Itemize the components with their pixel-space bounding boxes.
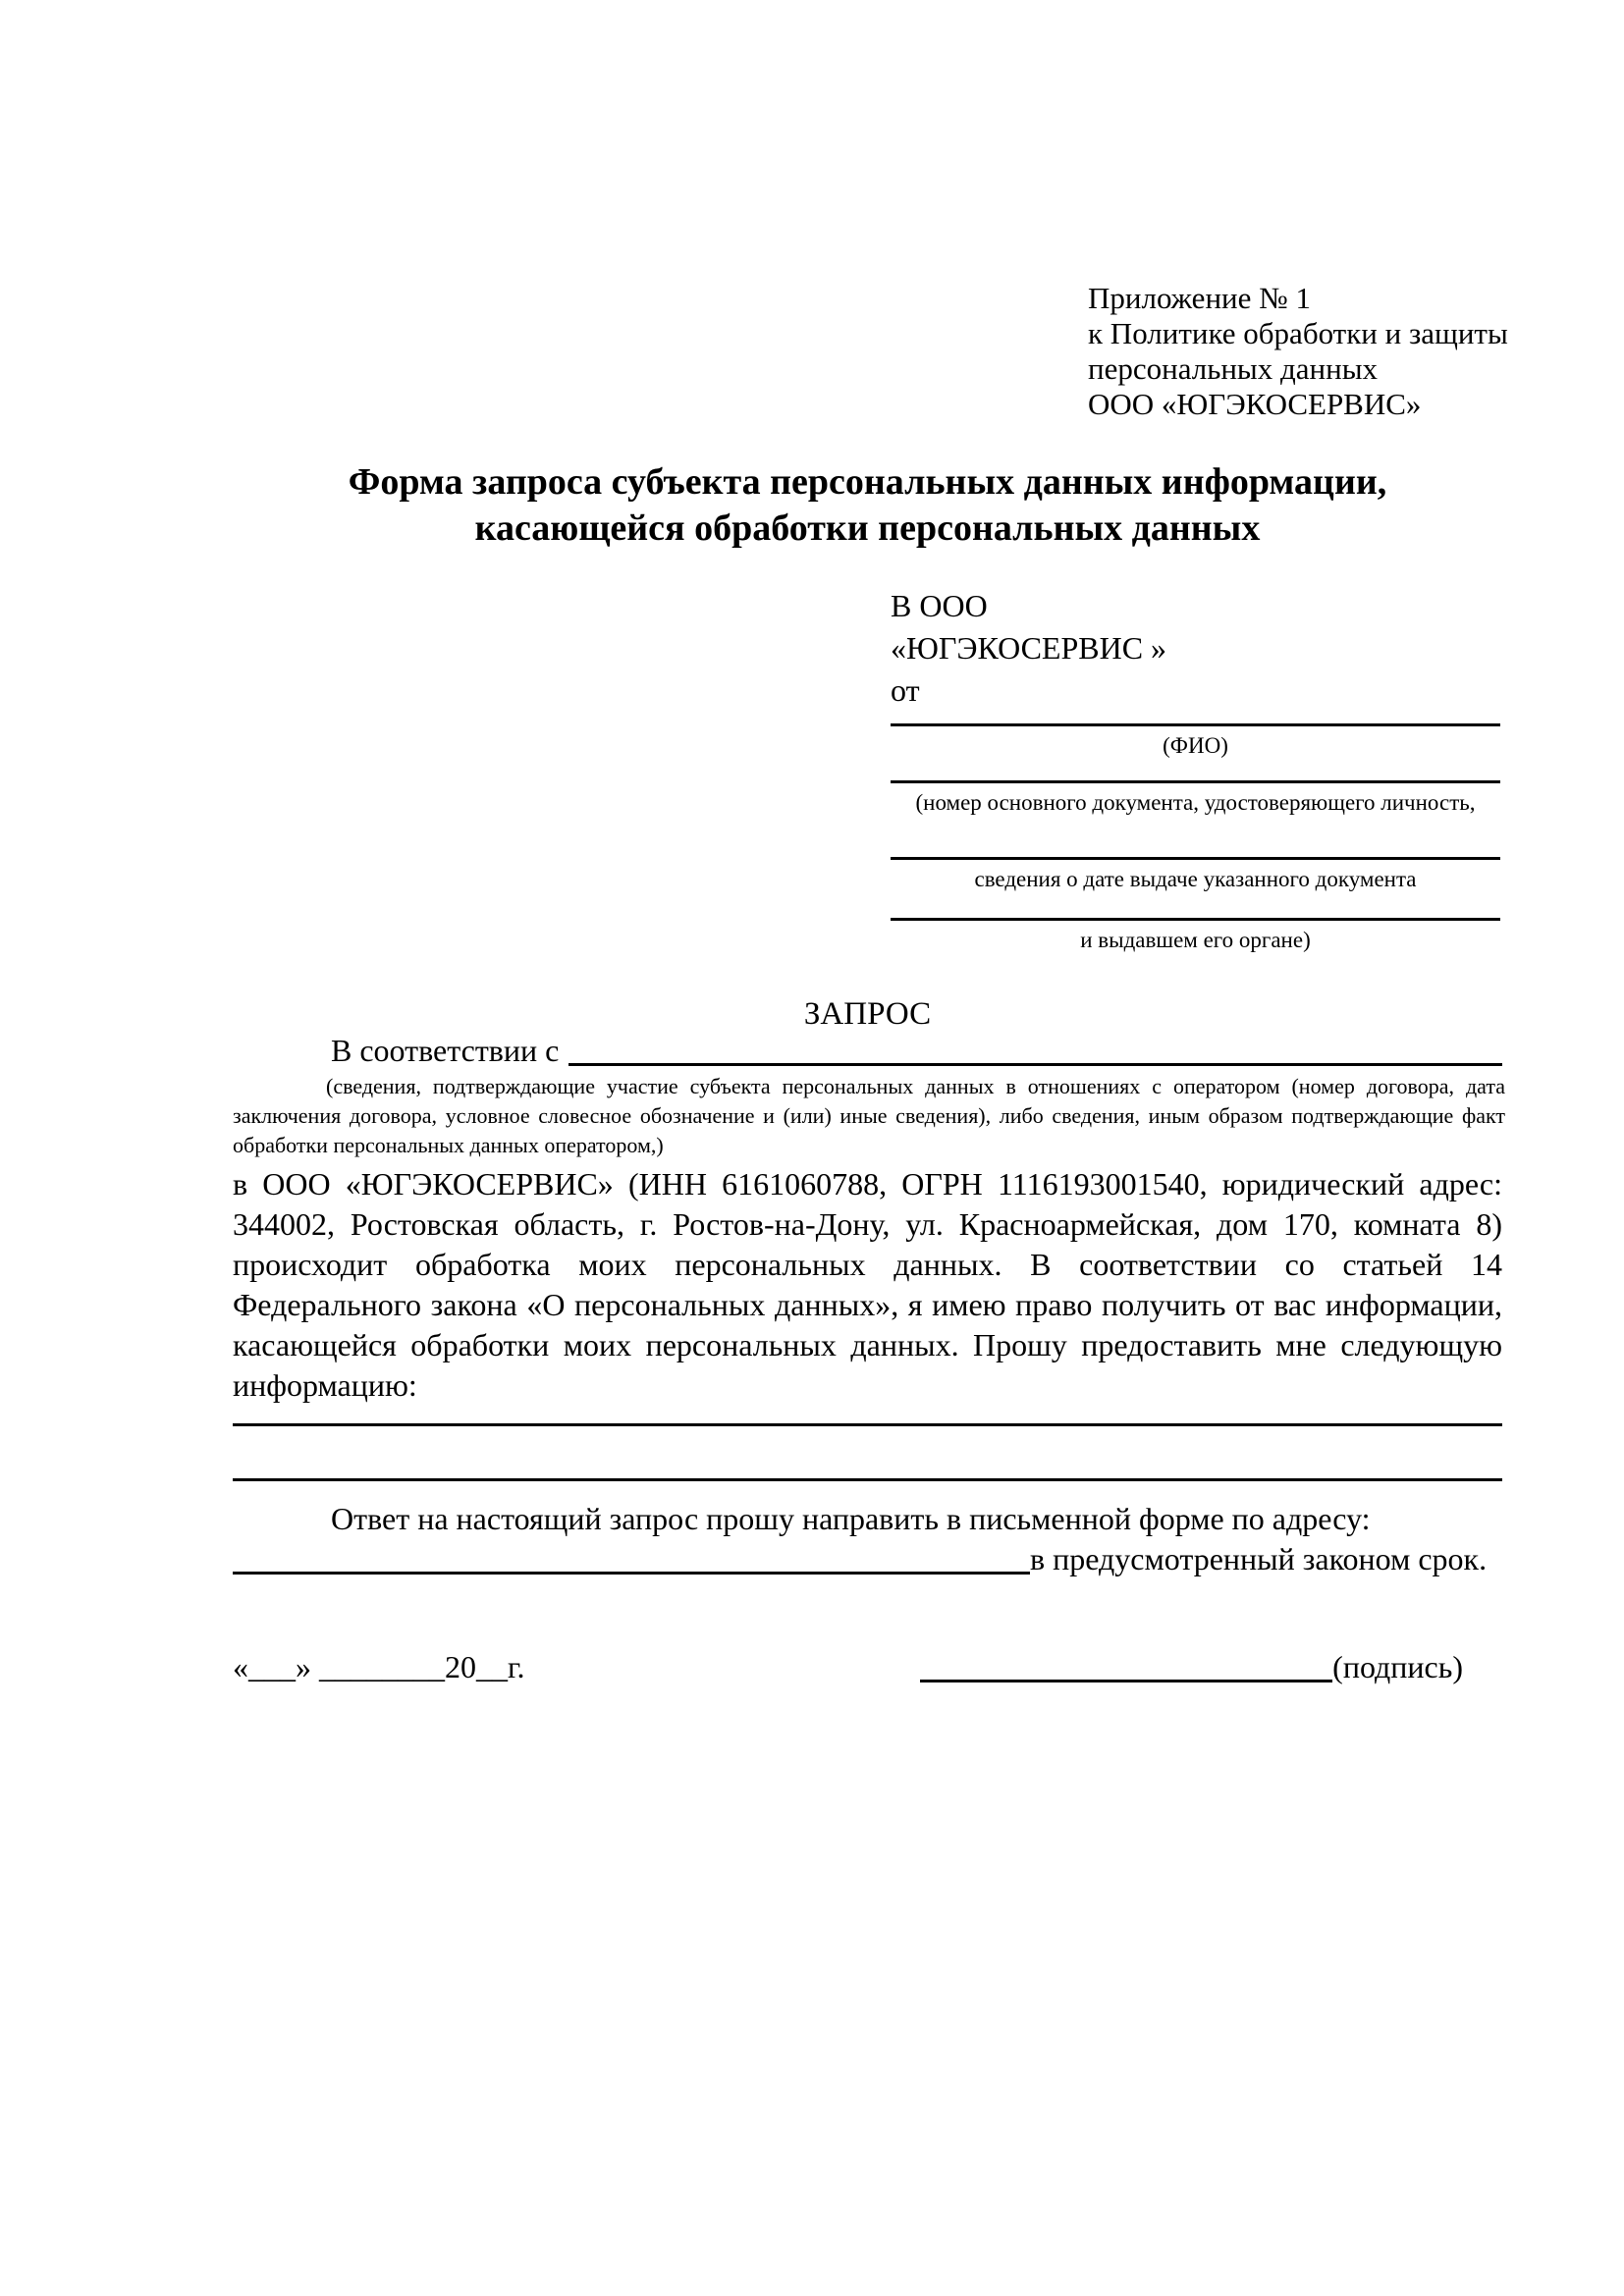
document-issue-date-blank-line [891,857,1500,860]
information-blank-line-2 [233,1478,1502,1481]
reply-address-line [233,1539,1502,1579]
appendix-header-line-1: Приложение № 1 [1088,281,1311,315]
date-signature-row [233,1647,1502,1687]
appendix-header-line-2: к Политике обработки и защиты [1088,316,1508,350]
addressee-org-line-1: В ООО [891,588,988,623]
request-body-paragraph: в ООО «ЮГЭКОСЕРВИС» (ИНН 6161060788, ОГРН 1116193001540, юридический адрес: 344002, Ростовская область, г. Ростов-на-Дону, ул. Красноармейская, дом 170, комната 8) происходит обработка моих персональных данных. В соответствии со статьей 14 Федерального закона «О персональных данных», я имею право получить от вас информации, касающейся обработки моих персональных данных. Прошу предоставить мне следующую информацию: [233,1166,1502,1403]
accordance-blank-line [568,1063,1502,1066]
fio-caption: (ФИО) [1163,733,1228,758]
request-heading: ЗАПРОС [803,996,932,1032]
document-title [233,459,1502,552]
reply-address-blank-line [233,1572,1030,1575]
information-blank-line-1 [233,1423,1502,1426]
document-number-caption: (номер основного документа, удостоверяющего личность, [915,790,1476,815]
addressee-org-line-2: «ЮГЭКОСЕРВИС » [891,630,1167,666]
document-title-line-2: касающейся обработки персональных данных [474,507,1261,549]
document-title-line-1: Форма запроса субъекта персональных данных информации, [348,461,1387,503]
signature-blank-line [920,1680,1332,1682]
appendix-header-line-4: ООО «ЮГЭКОСЕРВИС» [1088,387,1422,421]
reply-address-sentence: Ответ на настоящий запрос прошу направить в письменной форме по адресу: [331,1501,1371,1536]
document-number-blank-line [891,780,1500,783]
signature-group [920,1647,1463,1687]
reply-deadline-text: в предусмотренный законом срок. [1030,1541,1488,1576]
addressee-block [891,585,1166,712]
appendix-header-line-3: персональных данных [1088,351,1379,386]
document-issuer-caption: и выдавшем его органе) [1080,928,1311,952]
date-blank-text: «___» ________20__г. [233,1649,525,1684]
document-issuer-blank-line [891,918,1500,921]
accordance-footnote: (сведения, подтверждающие участие субъекта персональных данных в отношениях с оператором (номер договора, дата заключения договора, условное словесное обозначение и (или) иные сведения), либо сведения, иным образом подтверждающие факт обработки персональных данных оператором,) [233,1074,1505,1157]
fio-blank-line [891,723,1500,726]
appendix-header [1088,281,1508,422]
signature-caption: (подпись) [1332,1649,1463,1684]
accordance-prefix: В соответствии с [331,1033,560,1068]
accordance-line [233,1031,1502,1070]
addressee-from-label: от [891,672,920,708]
document-issue-date-caption: сведения о дате выдаче указанного документа [974,867,1417,891]
